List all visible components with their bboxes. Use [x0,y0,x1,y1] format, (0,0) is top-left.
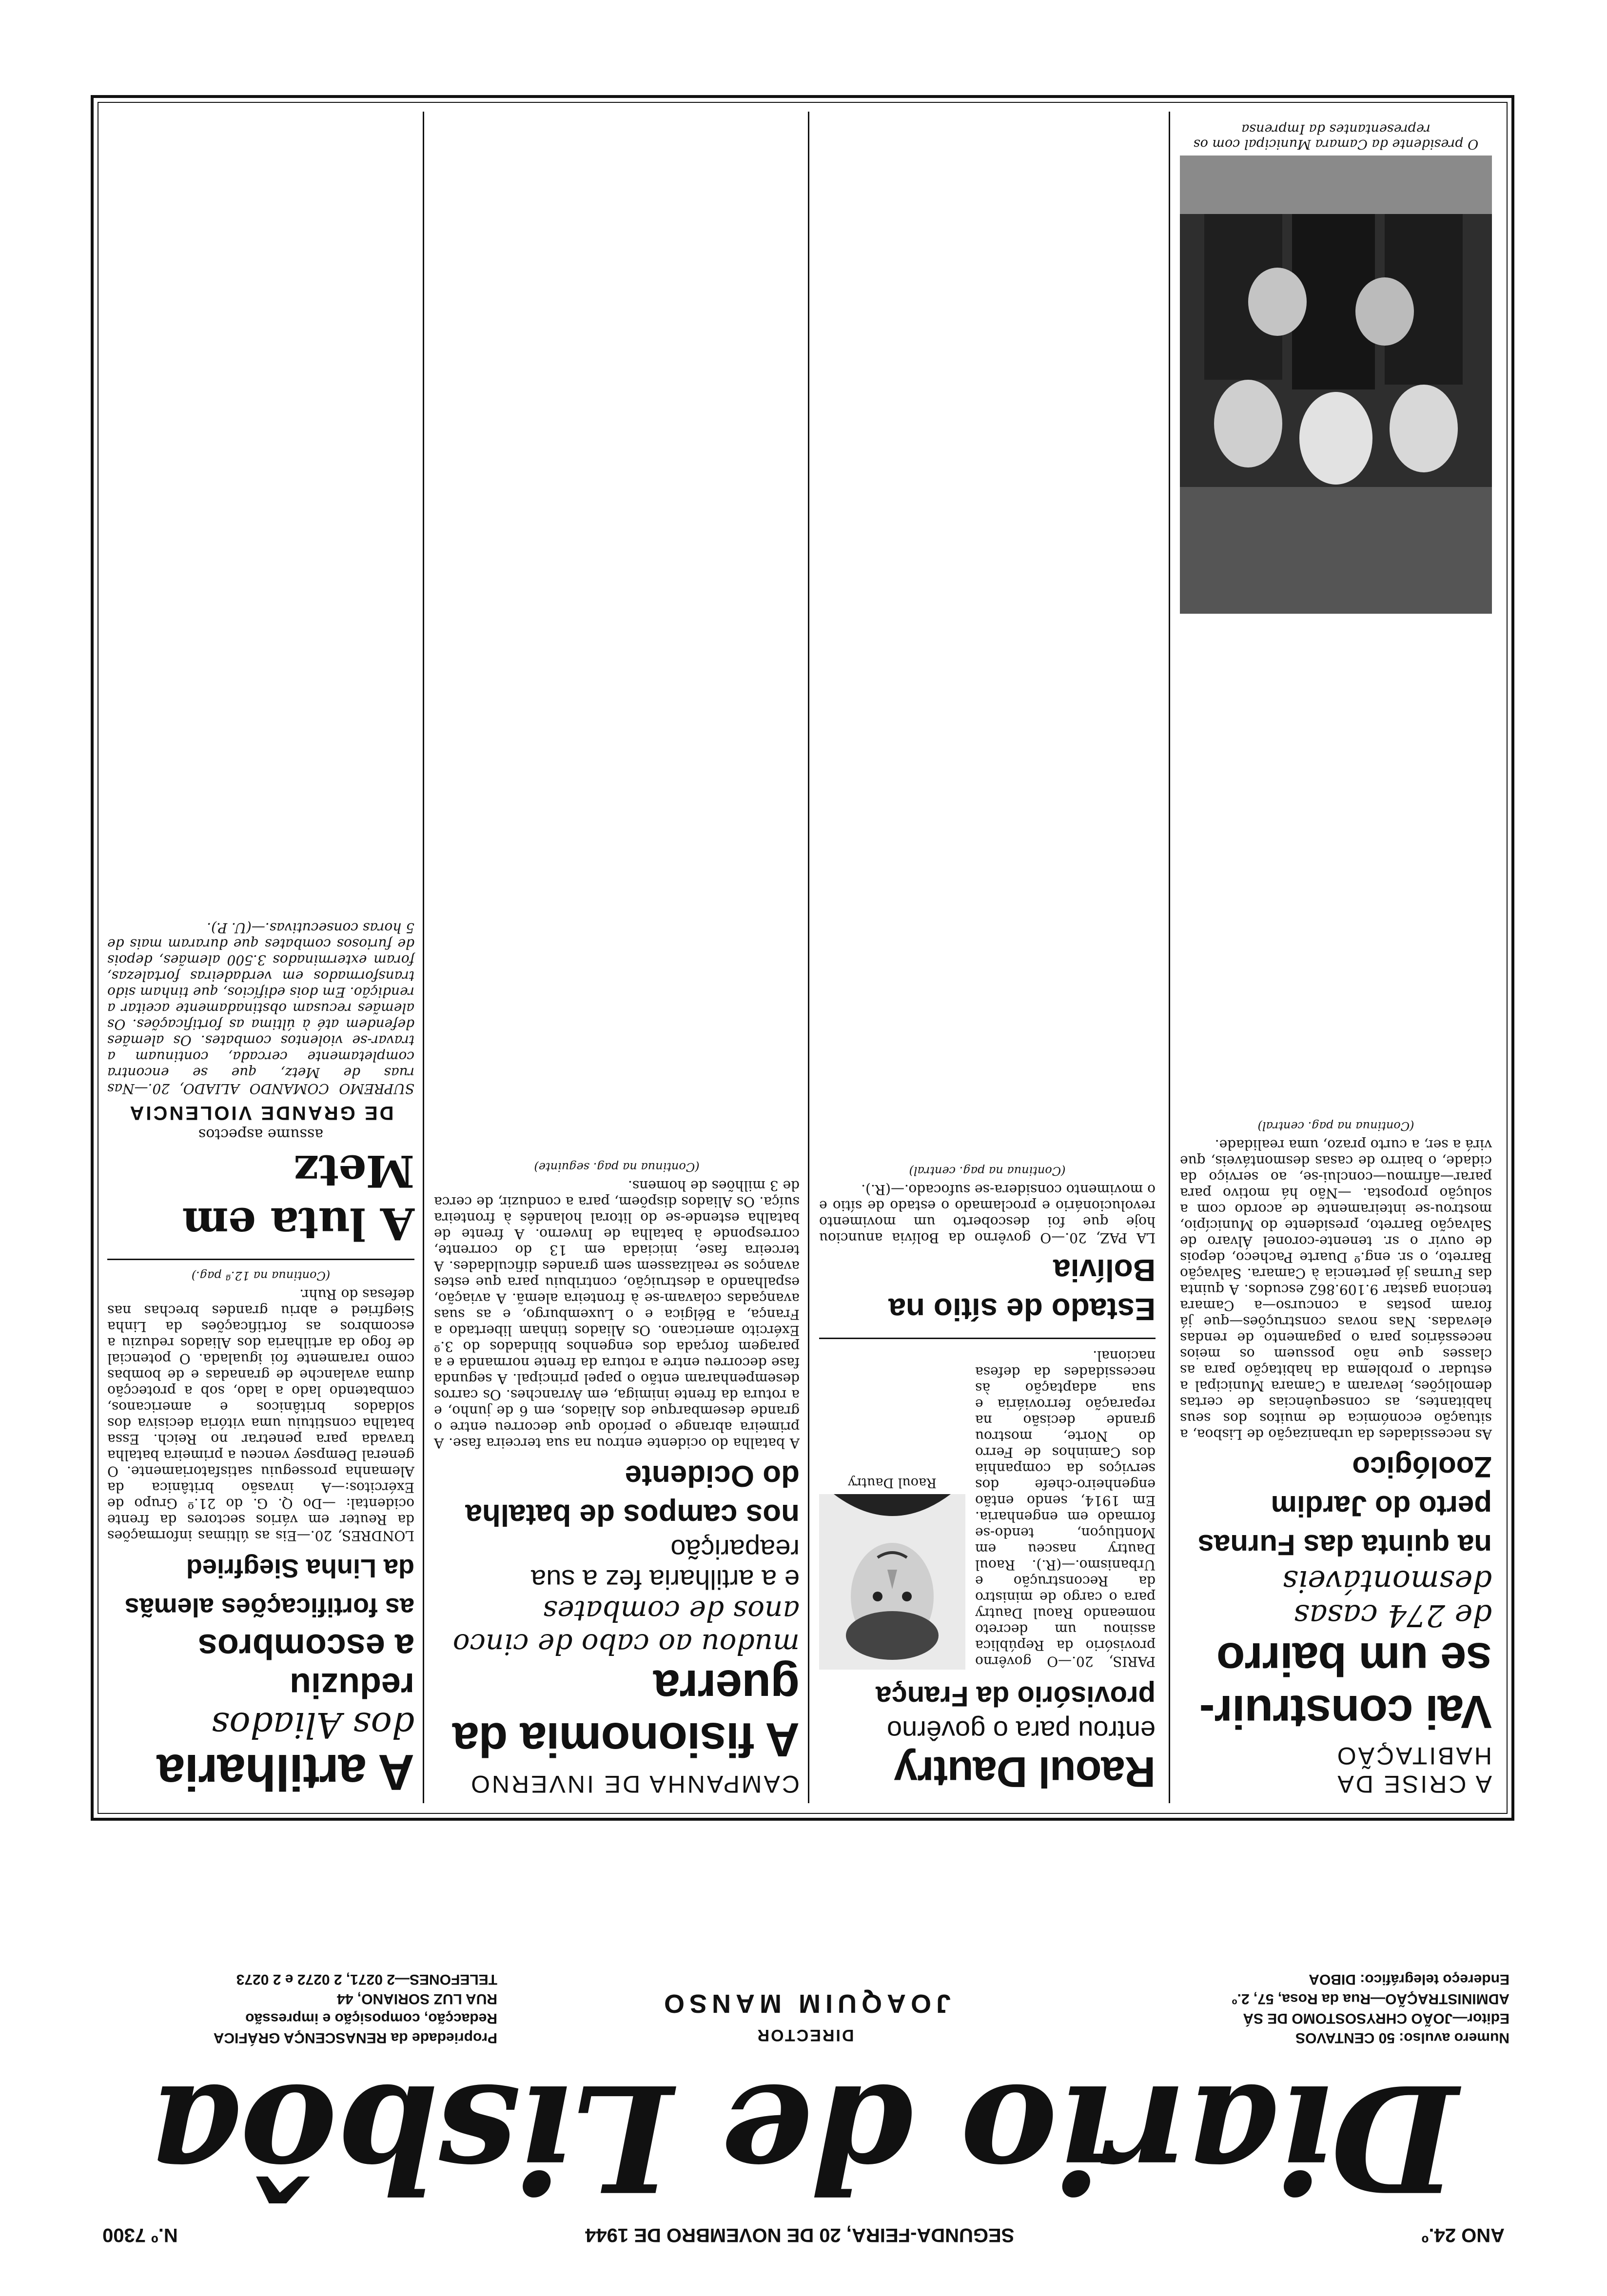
press-photo-illustration [1180,156,1492,614]
habitacao-body: As necessidades da urbanização de Lisboa, a situação económica de muitos dos seus habitantes, as consequências de certas demolições, levaram a Camara Municipal a estudar o problema da habitação para as classes que não possuem os meios necessários para o pagamento de rendas elevadas. Nas novas construções—que já foram postas a concurso—a Camara tenciona gastar 9.109.862 escudos. A quinta das Furnas já pertencia à Camara. Salvação Barreto, o sr. eng.º Duarte Pacheco, depois de ouvir o sr. tenente-coronel Álvaro de Salvação Barreto, presidente do Município, mostrou-se inteiramente de acordo com a solução proposta. —Não há motivo para parar—afirmou—conclui-se, ao serviço da cidade, o bairro de casas desmontáveis, que virá a ser, a curto prazo, uma realidade. [1180,1137,1492,1442]
press-photo-caption: O presidente da Camara Municipal com os representantes da Imprensa [1193,121,1479,152]
phones-line: TELEFONES—2 0271, 2 0272 e 2 0273 [236,1971,497,1987]
dautry-portrait-block [819,1348,965,1670]
section-divider [819,1338,1156,1339]
bolivia-body: LA PAZ, 20.—O govêrno da Bolívia anunciou hoje que foi descoberto um movimento revolucionário e proclamado o estado de sítio e o movimento considera-se sufocado.—(R.). [819,1182,1156,1246]
dautry-headline: Raoul Dautry [894,1748,1156,1796]
section-divider [107,1259,414,1260]
portrait-illustration [819,1494,965,1670]
masthead-date: SEGUNDA-FEIRA, 20 DE NOVEMBRO DE 1944 [585,2224,1015,2246]
artilharia-headline: A artilharia [157,1744,414,1800]
habitacao-kicker: A CRISE DA HABITAÇÃO [1335,1742,1492,1798]
campanha-subhead: mudou ao cabo de cinco anos de combates [452,1595,800,1661]
address-line: RUA LUZ SORIANO, 44 [337,1991,497,2007]
artilharia-subhead5: da Linha Siegfried [186,1554,414,1583]
publisher-info [98,1969,1509,2047]
director-box [593,1984,1017,2047]
artilharia-continua: (Continua na 12.ª pag.) [191,1269,331,1283]
dautry-body: PARIS, 20.—O govêrno provisório da República assinou um decreto nomeando Raoul Dautry para o cargo de ministro da Reconstrução e Urbanismo.—(R.). Raoul Dautry nasceu em Montluçon, tendo-se formado em engenharia. Em 1914, sendo então engenheiro-chefe dos serviços da companhia dos Caminhos de Ferro do Norte, mostrou grande decisão na reparação ferroviária e sua adaptação às necessidades da defesa nacional. [975,1348,1156,1670]
metz-body: SUPREMO COMANDO ALIADO, 20.—Nas ruas de Metz, que se encontra completamente cercada, continuam a travar-se violentos combates. Os alemães defendem até à última as fortificações. Os alemães recusam obstinadamente aceitar a rendição. Em dois edifícios, que tinham sido transformados em verdadeiras fortalezas, foram exterminados 3.500 alemães, depois de furiosos combates que duraram mais de 5 horas consecutivas.—(U. P.). [107,920,414,1097]
metz-subhead: DE GRANDE VIOLENCIA [128,1102,394,1124]
publisher-info-right [98,1969,497,2047]
campanha-headline: A fisionomia da guerra [452,1660,800,1767]
habitacao-subhead: de 274 casas desmontáveis [1282,1564,1492,1634]
masthead-year: ANO 24.º [1421,2224,1505,2246]
metz-headline: A luta em Metz [182,1145,414,1249]
newspaper-title: Diario de Lisbôa [149,2052,1458,2224]
director-name: JOAQUIM MANSO [659,1989,951,2018]
campanha-body: A batalha do ocidente entrou na sua terceira fase. A primeira abrange o período que decorreu entre o grande desembarque dos Aliados, em 6 de junho, e a rotura da frente inimiga, em Avranches. Os carros desempenharam então o papel principal. A segunda fase decorreu entre a rotura da frente normanda e a paragem forçada dos engenhos blindados do 3.º Exército americano. Os Aliados tinham libertado a França, a Bélgica e o Luxemburgo, e as suas avançadas colavam-se à fronteira alemã. A aviação, espalhando a destruição, contribuiu para que estes avanços se realizassem sem grandes dificuldades. A terceira fase, iniciada em 13 do corrente, corresponde à batalha de Inverno. A frente de batalha estende-se do litoral holandês à fronteira suíça. Os Aliados dispõem, para a conduzir, de cerca de 3 milhões de homens. [434,1178,800,1451]
publisher-info-left [1110,1969,1509,2047]
administration-line: ADMINISTRAÇÃO—Rua da Rosa, 57, 2.º [1232,1991,1509,2007]
artilharia-subhead4: as fortificações alemãs [124,1593,414,1622]
habitacao-subhead2: na quinta das Furnas [1197,1529,1492,1561]
article-artilharia [107,920,414,1798]
dautry-portrait-caption: Raoul Dautry [847,1475,937,1490]
artilharia-subhead2: reduziu [289,1666,414,1705]
article-dautry [819,1160,1156,1798]
campanha-subhead2: e a artilharia fez a sua reaparição [531,1534,800,1595]
masthead-line [102,2220,1505,2250]
artilharia-subhead3: a escombros [197,1627,414,1666]
price-line: Numero avulso: 50 CENTAVOS [1295,2030,1509,2046]
dautry-subhead2: provisório da França [876,1680,1156,1712]
article-campanha [434,1156,800,1798]
front-page-frame [91,95,1514,1821]
column-rule [808,112,809,1803]
property-line: Propriedade da RENASCENÇA GRÁFICA [213,2030,497,2046]
bolivia-headline: Estado de sítio na Bolívia [888,1253,1156,1327]
habitacao-continua: (Continua na pag. central) [1257,1119,1414,1133]
photo-block [1180,121,1492,614]
column-rule [1169,112,1170,1803]
dautry-subhead: entrou para o govêrno [886,1715,1156,1746]
habitacao-headline: Vai construir-se um bairro [1199,1633,1492,1738]
director-label: DIRECTOR [756,2026,854,2044]
artilharia-subhead: dos Aliados [211,1705,414,1746]
telegraph-line: Endereço telegráfico: DIBOA [1309,1971,1509,1987]
editor-line: Editor—JOÃO CHRYSOSTOMO DE SÁ [1243,2010,1509,2026]
campanha-subhead3: nos campos de batalha do Ocidente [465,1459,800,1532]
column-rule [423,112,424,1803]
artilharia-body: LONDRES, 20.—Eis as últimas informações da Reuter em vários sectores da frente ocidental: —Do Q. G. do 21.º Grupo de Exércitos:—A invasão britânica da Alemanha prosseguiu satisfatoriamente. O general Dempsey venceu a primeira batalha travada para penetrar no Reich. Essa batalha constituiu uma vitória decisiva dos soldados britânicos e americanos, combatendo lado a lado, sob a protecção duma avalanche de granadas e de bombas como raramente foi igualada. O potencial de fogo da artilharia dos Aliados reduziu a escombros as fortificações da Linha Siegfried e abriu grandes brechas nas defesas do Ruhr. [107,1286,414,1544]
article-habitacao [1180,1115,1492,1798]
campanha-kicker: CAMPANHA DE INVERNO [469,1771,800,1798]
dautry-portrait-photo [819,1494,965,1670]
masthead-number: N.º 7300 [102,2224,178,2246]
press-photo [1180,156,1492,614]
bolivia-continua: (Continua na pag. central) [909,1164,1066,1178]
production-line: Redacção, composição e impressão [245,2010,497,2026]
metz-kicker: assume aspectos [198,1126,324,1143]
habitacao-subhead3: perto do Jardim Zoológico [1271,1451,1492,1522]
campanha-continua: (Continua na pag. seguinte) [534,1160,700,1174]
